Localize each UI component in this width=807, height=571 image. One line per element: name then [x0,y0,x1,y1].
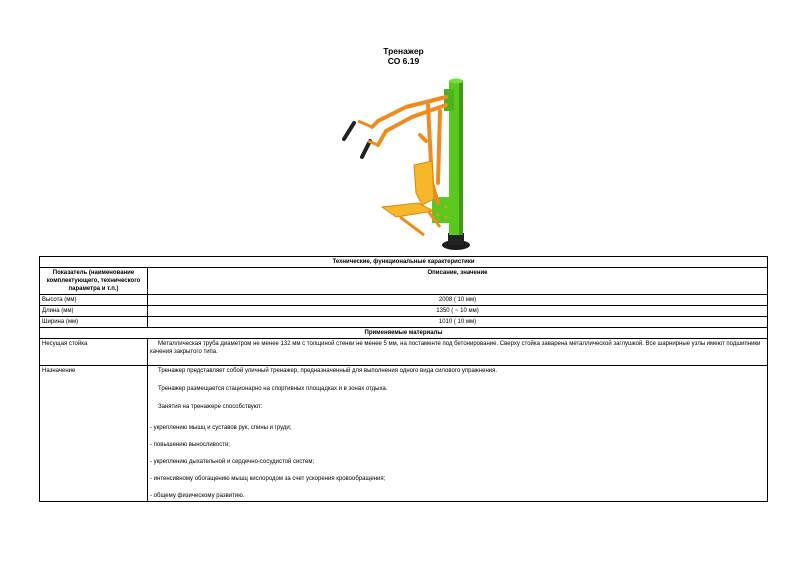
list-item: - общему физическому развитию. [150,493,245,499]
list-item: - повышению выносливости; [150,442,230,448]
title-line-2: СО 6.19 [387,56,420,66]
purpose-paragraph-2: Тренажер размещается стационарно на спортивных площадках и в зонах отдыха. [158,386,388,392]
table-row [40,339,768,366]
purpose-paragraph-1: Тренажер представляет собой уличный тренажер, предназначенный для выполнения одного вида силового упражнения. [158,368,498,374]
column-header-value: Описание, значение [148,268,768,295]
seat [382,203,434,217]
row-value-purpose [148,366,768,502]
row-label-purpose: Назначение [40,366,148,502]
left-handle-grip [344,123,354,139]
table-row [40,295,768,306]
row-label-length: Длина (мм) [40,306,148,317]
document-title [0,46,807,66]
section-header-row [40,328,768,339]
purpose-paragraph-3: Занятия на тренажере способствуют: [158,404,263,410]
row-value-height: 2008 ( 10 мм) [148,295,768,306]
row-value-length: 1350 ( ~ 10 мм) [148,306,768,317]
table-row [40,317,768,328]
row-label-height: Высота (мм) [40,295,148,306]
column-header-row [40,268,768,295]
list-item: - укреплению дыхательной и сердечно-сосудистой систем; [150,459,315,465]
section-title-materials: Применяемые материалы [40,328,768,339]
column-header-parameter: Показатель (наименование комплектующего, технического параметра и т.п.) [40,268,148,295]
specification-table [39,256,768,502]
handle-frame [372,97,446,203]
table-row [40,306,768,317]
right-handle-grip [362,141,370,157]
list-item: - укреплению мышц и суставов рук, спины и груди; [150,425,292,431]
list-item: - интенсивному обогащению мышц кислородом за счет ускорения кровообращения; [150,476,386,482]
exercise-machine-illustration [328,75,488,255]
section-header-row [40,257,768,268]
row-value-width: 1010 ( 10 мм) [148,317,768,328]
seat-back [414,161,434,205]
post-cap [449,79,463,84]
row-label-stand: Несущая стойка [40,339,148,366]
row-label-width: Ширина (мм) [40,317,148,328]
section-title-characteristics: Технические, функциональные характеристики [40,257,768,268]
row-value-stand: Металлическая труба диаметром не менее 132 мм с толщиной стенки не менее 5 мм, на постаменте под бетонирование. Сверху стойка заварена металлической заглушкой. Все шарнирные узлы имеют подшипники качения закрытого типа. [148,339,768,366]
table-row [40,366,768,502]
title-line-1: Тренажер [383,46,424,56]
